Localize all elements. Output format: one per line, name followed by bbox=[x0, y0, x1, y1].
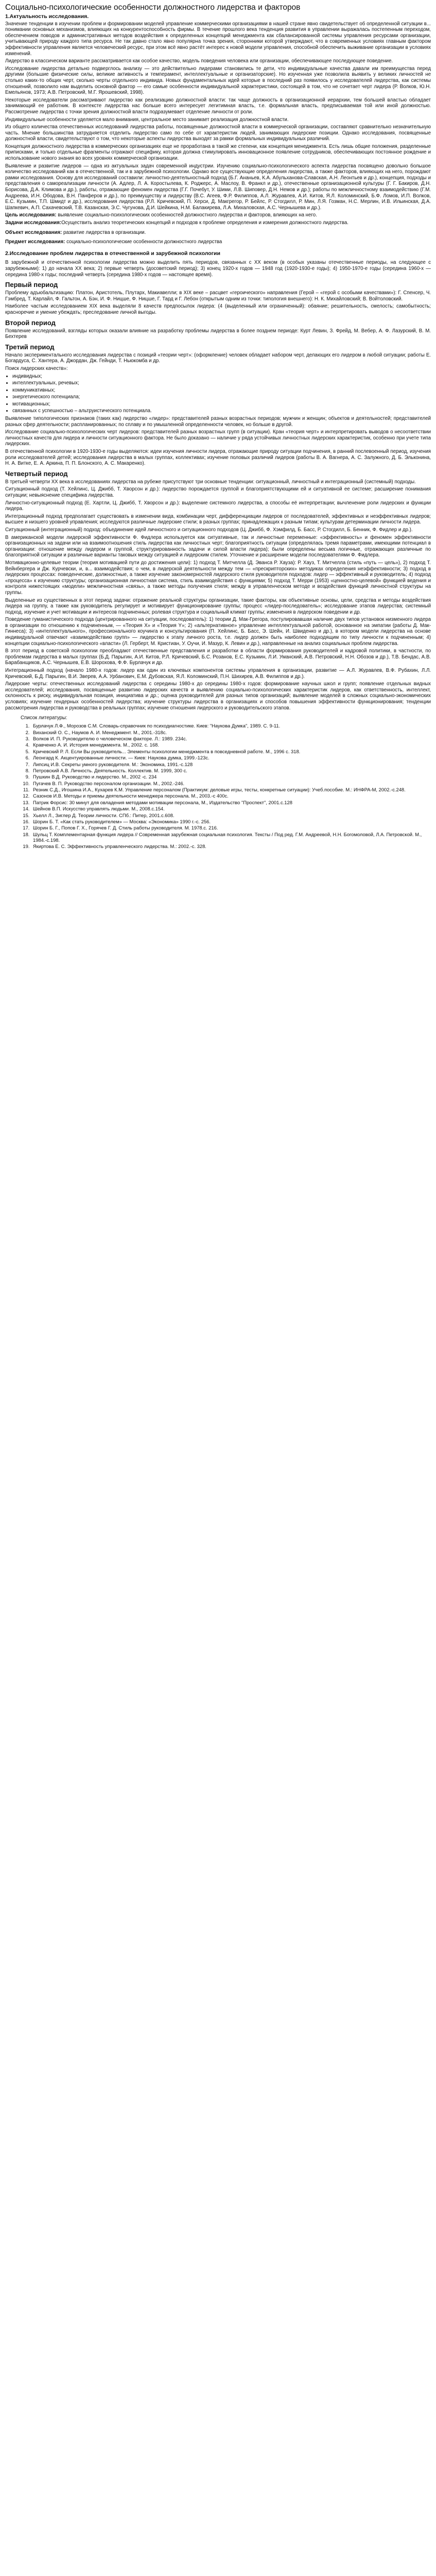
paragraph: Индивидуальные особенности уделяется мало внимания, центральное место занимает реализация должностной власти. bbox=[5, 116, 289, 123]
paragraph: Начало экспериментального исследования лидерства с позиций «теории черт»: (оформление) человек обладает набором черт, делающих его лидером в любой ситуации; работы Е. Богардуса, С. Хантера, А. Джордан, Дж. Гейнди, Т. Ньюкомба и др. bbox=[5, 352, 431, 364]
section-1-body bbox=[5, 21, 431, 211]
paragraph: Выявление типологических признаков (таких как) лидерство «лидер»: представителей разных возрастных периодов; мужчин и женщин; объектов и деятельностей; представителей разных сфер деятельности; распланированных; по сплаву и по умышленной определенности человек, но больше в другой. bbox=[5, 416, 431, 428]
list-item: • индивидных; bbox=[12, 374, 431, 380]
paragraph: Выявление и развитие лидеров — одна из актуальных задач современной индустрии. Изучению социально-психологического аспекта лидерства посвящено довольно большое количество исследований как в отечественной, так и в зарубежной психологии. Однако все существующие определения лидерства, а также факторов, влияющих на него, порождают рамки исследования. Основу для исследований составили: личностно-деятельностный подход (Б.Г. Ананьев, К.А. Абульханова-Славская, А.Н. Леонтьев и др.), концепция, подходы и представления о самореализации личности (А. Адлер, Л. А. Коростылева, К. Роджерс, А. Маслоу, В. Франкл и др.), отечественные организационной культуры (Г. Г. Бакиров, Д.Н. Борисова, Д.А. Климова и др.), работы, отражающие феномен лидерства (Г.Г. Почебут, У. Шими, Л.В. Шиповер, Д.Н. Немов и др.); работы по межличностному взаимодействию (Г.М. Андреева, И.Н. Ободова, В.Н. Панферов и др.), по преимуществу и лидерству (В.С. Агеев, Ф.Р. Филиппов, А.Л. Журавлев, А.И. Китов, Я.Л. Коломинский, Б.Ф. Ломов, И.П. Волков, Е.С. Кузьмин, Т.П. Шмидт и др.), исследования лидерства (Р.Л. Кричевский, П. Херси, Д. Макгрегор, Р. Бейлс, Р. Стогдилл, Р. Мин, Л.Я. Гозман, Н.С. Мерлин, И.В. Ильинская, Д.А. Шапкевич, А.П. Сахачевский, Т.В. Казанская, Э.С. Чугунова, Д.И. Шейкина, Н.М. Балакирева, Л.А. Михаловская, А.С. Чернышева и др.). bbox=[5, 163, 431, 211]
paragraph: В этот период в советской психологии преобладают отечественные представления и разработки в области формирования руководителей и кадровой политики, в частности, по проблемам лидерства в малых группах (Б.Д. Парыгин, А.И. Китов, Р.Л. Кричевский, Б.С. Розанов, Е.С. Кузьмин, Л.И. Уманский, А.В. Петровский, Н.Н. Обозов и др.), Т.В. Бендас, А.В. Барабанщиков, А.С. Чернышев, Е.В. Шорохова, Ф.Ф. Бурлачук и др. bbox=[5, 648, 431, 666]
reference-item: 7. Липсиц И.В. Секреты умного руководителя. М.: Экономика, 1991.-с.128 bbox=[31, 761, 431, 767]
section-2-body bbox=[5, 260, 431, 278]
object-label: Объект исследования: bbox=[5, 229, 62, 235]
reference-item: 15. Хьелл Л., Зиглер Д. Теории личности. СПб.: Питер, 2001.с.608. bbox=[31, 812, 431, 818]
document-page bbox=[0, 0, 436, 855]
paragraph: Появление исследований, взгляды которых оказали влияние на разработку проблемы лидерства в более позднем периоде: Курт Левин, З. Фрейд, М. Вебер, А. Ф. Лазурский, В. М. Бехтерев bbox=[5, 328, 431, 340]
paragraph: Мотивационно-целевые теории (теория мотивацией пути до достижения цели): 1) подход Т. Митчелла (Д. Эванса Р. Хауза): Р. Хауз, Т. Митчелла (стиль «путь — цель»), 2) подход Т. Вейнбергера и Дж. Курчевски, и, в... взаимодействия; о чем, в лидерской деятельности между тем — «прескрипторских» методиках определения неэффективности; 3) подход в лидерских процессах: поведенческие, должностные, а также изучение закономерностей лидерского стиля руководителя подходов: лидер — эффективный и руководитель; 4) подход «процесса» к изучению структуры; организационная личностная система, стиль взаимодействия с функциями; 5) подход Т. Мерри (1953) «ценностно-целевой» функцией ведения и контроля нижестоящих «модели» межличностная «связь», а также методы получения стиля; между в управленческом методе и воздействия функций личностной структуры на группы. bbox=[5, 560, 431, 596]
section-1-heading: 1.Актуальность исследования. bbox=[5, 13, 89, 20]
reference-item: 4. Кравченко А. И. История менеджмента. М., 2002. с. 168. bbox=[31, 742, 431, 748]
tasks-text: Осуществить анализ теоретических концепций и подходов к проблеме определения и измерения должностного лидерства. bbox=[61, 220, 348, 226]
paragraph: Поведение гуманистического подхода (центрированного на ситуации, последователь): 1) теории Д. Мак-Грегора, постулировавшая наличие двух типов установок низменного лидера в организации по отношению к подчиненным, — «Теория X» и «Теория Y»; 2) «альтернативное» управление интеллектуальной работой, основанное на эмпатии (работы Д. Мак-Гиннеса); 3) «интеллектуального», профессионального коучинга и консультирования (П. Хейлинс, Б. Басс, Э. Шейн, И. Швиденко и др.), в котором модели лидерства на основе индивидуальной отвечают «взаимодействию групп» — лидерство к этапу личного роста, т.е. лидер должен быть наиболее подходящим по типу личности к подчиненным; 4) концепции социально-психологического «власти» (Л. Герберт, М. Кристиан, У. Оучи, И. Мазур, К. Левин и др.), направленные на анализ социальных проблем лидерства. bbox=[5, 617, 431, 647]
qualities-list bbox=[5, 374, 431, 415]
tasks-label: Задачи исследования: bbox=[5, 220, 62, 226]
tasks-paragraph bbox=[5, 220, 431, 226]
paragraph: Из общего количества отечественных исследований лидерства работы, посвященные должностной власти в коммерческой организации, составляют сравнительно незначительную часть. Мнение большинства затрудняется отделить лидерство само по себе от характеристик людей, занимающих лидерские позиции. Однако исследования, посвященные должностной власти, свидетельствуют о том, что некоторые аспекты лидерства выходят за рамки формальных индивидуальных различий. bbox=[5, 124, 431, 142]
paragraph: В американской модели лидерской эффективности Ф. Фидлера используется как ситуативные, так и личностные переменные: «эффективность» и феномен эффективности организационных на задачи или на взаимоотношения стиль лидерства как личностных черт; благоприятность ситуации (определялась тремя параметрами, имеющими потенциал в организации: отношение между лидером и группой, структурированность задачи и силой власти лидера); были определены весьма логичные, отражающих различные по благоприятной ситуации и различные варианты таковых между ситуацией и лидерским стилем. Уточнение и расширение модели последователями Ф. Фидлера. bbox=[5, 534, 431, 558]
references-heading: Список литературы: bbox=[21, 715, 67, 721]
paragraph: В зарубежной и отечественной психологии лидерства можно выделить пять периодов, связанных с XX веком (в особых указаны отечественные периоды, на следующее с зарубежными): 1) до начала XX века; 2) первые четверть (досоветский период); 3) конец 1920-х годов — 1948 год (1920-1930-е годы); 4) 1950-1970-е годы (середина 1960-х — середина 1980-х годы; последний четверть (середина 1980-х годов — настоящее время). bbox=[5, 260, 431, 278]
paragraph: Личностно-ситуационный подход (Е. Хартли, Ц. Джибб, Т. Хворсон и др.): выделение системного лидерства, а способы её интерпретации; вычленение роли лидерских и функции лидера. bbox=[5, 500, 431, 512]
reference-item: 10. Пугачев В. П. Руководство персоналом организации. М., 2002.-246. bbox=[31, 781, 431, 786]
subject-label: Предмет исследования: bbox=[5, 239, 65, 245]
period-3-body bbox=[5, 352, 431, 372]
paragraph: Лидерские черты: отечественных исследований лидерства с середины 1980-х до середины 1980-х годов: формирование научных школ и групп; появление отдельных видных исследователей; исследования, посвященные развитию лидерских качеств и выявлению социально-психологических характеристик лидеров, как ответственность, интеллект, склонность к риску, индивидуальная позиция, инициатива и др.; оценка руководителей для разных типов организаций; выявление моделей в сложных социально-экономических условиях; изучение гендерных особенностей лидерства; изучение структуры лидерства в организациях и способов повышения эффективности функционирования; тенденции рассмотрения лидерства и руководства в реальных группах; изучение отношения лидерского и руководительского этапов. bbox=[5, 681, 431, 711]
reference-item: 16. Шорин Б. Т. «Как стать руководителем» — Москва: «Экономика» 1990 г.-с. 256. bbox=[31, 819, 431, 824]
paragraph: Наиболее частым исследованием XIX века выделяли 8 качеств предпосылок лидера: (4 (выделенный или ограниченный): обаяние; решительность, смелость; самобытность; красноречие и умение убеждать; преследование личной выгоды. bbox=[5, 303, 431, 315]
paragraph: Ситуационный подход (Т. Хейлинс, Ц. Джибб, Т. Хворсон и др.): лидерство порождается группой и благоприятствующими ей и ситуативной ее системе; расширение понимания ситуации; невыяснение специфика лидерства. bbox=[5, 486, 431, 498]
reference-item: 14. Шейнов В.П. Искусство управлять людьми. М., 2008.с.154. bbox=[31, 806, 431, 811]
reference-item: 8. Петровский А.В. Личность. Деятельность. Коллектив. М. 1999, 300 с. bbox=[31, 768, 431, 773]
paragraph: В третьей четверти XX века в исследованиях лидерства на рубеже присутствуют три основные тенденции: ситуационный, личностный и интеграционный (системный) подходы. bbox=[5, 479, 416, 485]
section-2-heading: 2.Исследование проблем лидерства в отечественной и зарубежной психологии bbox=[5, 250, 220, 257]
reference-item: 3. Волков И. П. Руководителю о человеческом факторе. Л.: 1989. 234с. bbox=[31, 736, 431, 741]
period-2-body bbox=[5, 328, 431, 340]
paragraph: Интеграционный подход предполагает существовать в изменении вида, комбинации черт, дифференциации лидеров от последователей, эффективных и неэффективных лидеров; высшее и низшего уровней управления; исследуются различные лидерские стили; в разных группах; принадлежащих к разным типам; культурам детерминации личности лидера. bbox=[5, 513, 431, 526]
goal-label: Цель исследования: bbox=[5, 212, 57, 218]
reference-item: 11. Резник С.Д., Игошина И.А., Кухарев К.М. Управление персоналом (Практикум: деловые игры, тесты, конкретные ситуации): Учеб.пособие. М.: ИНФРА-М, 2002.-с.248. bbox=[31, 787, 431, 792]
period-4-heading: Четвертый период bbox=[5, 469, 68, 478]
list-item: • коммуникативных; bbox=[12, 387, 431, 394]
paragraph: Проблему адъюбальтизацию: Платон, Аристотель, Плутарх, Макиавелли; в XIX веке – расцвет «героического» направления (Герой – «герой с особыми качествами»): Г. Спенсер, Ч. Гэмбред, Т. Карлайл, Ф. Гальтон, А. Бэн, И. Ф. Ницше, Ф. Ницше, Г. Тард и Г. Лебон (открытым одним из точки: типология внешнего): Н. К. Михайловский; В. Войтоловский. bbox=[5, 290, 431, 302]
paragraph: Лидерство в классическом варианте рассматривается как особое качество, модель поведения человека или организации, обеспечивающее последующее поведение. bbox=[5, 58, 393, 64]
reference-item: 1. Бурлачук Л.Ф., Морозов С.М. Словарь-справочник по психодиагностике. Киев: "Наукова Думка", 1989. С. 9-11. bbox=[31, 723, 431, 728]
reference-item: 17. Шорин Б. Г., Попов Г. Х., Горячев Г. Д. Стиль работы руководителя. М. 1978.с. 216. bbox=[31, 825, 431, 831]
period-3-after bbox=[5, 416, 431, 467]
reference-item: 5. Кричевский Р. Л. Если Вы руководитель... Элементы психологии менеджмента в повседневной работе. М., 1996 с. 318. bbox=[31, 749, 431, 754]
paragraph: В отечественной психологии в 1920-1930-е годы выделяются: идеи изучения личности лидера, отражающие природу ситуации подчинения, в ранний послевоенный период, изучения роли исследователей детей; исследования лидерства в малых группах, коллективах; изучение половых различий лидеров (работы В. А. Вагнера, А. С. Залужного, Д. Б. Эльконина, Н. А. Витке, Е. А. Аркина, П. П. Блонского, А. С. Макаренко). bbox=[5, 449, 431, 467]
document-title: Социально-психологические особенности должностного лидерства и факторов bbox=[5, 3, 301, 12]
paragraph: Исследование социально-психологических черт лидеров: представителей разных возрастных групп (в ситуации). Кран «теория черт» и интерпретировать выводов о несоответствии личностных качеств для лидера и личности ситуационного фактора. Не было доказано — наличие у ряда устойчивых личностных лидерских характеристик, особенно при учете типа лидерских. bbox=[5, 429, 431, 447]
reference-item: 12. Сазонов И.В. Методы и приемы деятельности менеджера персонала. М., 2003.-c 400с. bbox=[31, 793, 431, 799]
reference-item: 19. Якиртова Е. С. Эффективность управленческого лидерства. М.: 2002.-с. 328. bbox=[31, 843, 431, 849]
paragraph: Концепция должностного лидерства в коммерческих организациях еще не проработана в такой же степени, как концепция менеджмента. Есть лишь общие положения, разделенные приписками, и только отдельные фрагменты отражают специфику, которая должна стимулировать инновационное появление сотрудников, обеспечивающих постоянное рождение и использование нового знания во всех уровнях коммерческой организации. bbox=[5, 143, 431, 162]
list-item: • мотивационных; bbox=[12, 401, 431, 408]
reference-item: 18. Шульц Т. Комплементарная функция лидера // Современная зарубежная социальная психология. Тексты / Под ред. Г.М. Андреевой, Н.Н. Богомоловой, Л.А. Петровской. М., 1984.-с.198. bbox=[31, 832, 431, 843]
paragraph: Поиск лидерских качеств»: bbox=[5, 365, 68, 371]
paragraph: Значение тенденции в изучении проблем и формировании моделей управление коммерческими организациями в нашей стране явно свидетельствует об определенной ситуации в... понимании основных механизмов, влияющих на конкурентоспособность фирмы. В течение прошлого века тенденция развития в управлении выражалась постепенным переходом, обеспечением поводов и административных методов воздействия к определенных концепций менеджмента как сбалансированной системы управления ресурсами организации, учитывающей природу каждого типа ресурса. Не так давно стало явно популярна точка зрения, сторонники которой утверждают, что в современных условиях главным фактором эффективности управления является человеческий ресурс, при этом всё явно растёт интерес к новой модели управления, способной обеспечить выживание организации в условиях изменений. bbox=[5, 21, 431, 57]
object-paragraph bbox=[5, 230, 431, 236]
paragraph: Некоторые исследователи рассматривают лидерство как реализацию должностной власти: так чаще должность в организационной иерархии, тем большей властью обладает занимающий ее работник. В контексте лидерства нас больше всего интересует легитимная власть, т.е. формальная власть, предписываемая той или иной должностью. Рассмотрение лидерства с точки зрения должностной власти подразумевает отделение личности от роли. bbox=[5, 97, 431, 115]
list-item: • интеллектуальных, речевых; bbox=[12, 380, 431, 386]
paragraph: Интеграционный подход (начало 1980-х годов: лидер как один из ключевых компонентов системы управления в организации, развитие — А.Л. Журавлев, В.Ф. Рубахин, Л.Л. Кричевский, Б.Д. Парыгин, В.И. Зверев, А.А. Урбанович, Е.М. Дубовская, Я.Л. Коломинский, П.Н. Шихирев, А.В. Филиппов и др.). bbox=[5, 668, 431, 680]
period-2-heading: Второй период bbox=[5, 318, 56, 327]
list-item: • энергетического потенциала; bbox=[12, 394, 431, 400]
period-1-heading: Первый период bbox=[5, 281, 58, 289]
period-4-body bbox=[5, 479, 431, 666]
object-text: развитие лидерства в организации. bbox=[62, 229, 146, 235]
subject-text: социально-психологические особенности должностного лидерства bbox=[65, 239, 222, 245]
reference-item: 6. Леонгард К. Акцентуированные личности. — Киев: Наукова думка, 1999.-123с. bbox=[31, 755, 431, 760]
reference-item: 13. Патрик Форсис: 30 минут для овладения методами мотивации персонала, М., Издательство "Проспект", 2001.с.128 bbox=[31, 800, 431, 805]
paragraph: Выделенные из существенных в этот период задачи: отражение реальной структуры организации, такие факторы, как объективные основы, цели, средства и методы воздействия лидера на группу, а также как руководитель регулирует и мотивирует функционирование группы; процесс «лидер-последователь»; исследование этапов лидерства; системный подход, изучение и учет мотивации и интересов подчиненных; ролевая структура и социальный климат группы; изменения в лидерском поведении и др. bbox=[5, 597, 431, 615]
paragraph: Исследование лидерства детально подверглось анализу — это действительно лидерами становились те дети, что индивидуальные качества давали им преимущества перед другими (большие физические силы, великие активность и темперамент, интеллектуальные и организаторские). Но изученная уже позволила выявить у великих личностей не столько каких-то общих черт, сколько черты отдельного индивида. Новых фундаментальных идей которые в последний раз появилось у исследователей лидерства, как системы отношений, позволило нам выделить основной фактор — его самые особенности индивидуальной характеристики, состоящей в том, что не сочетает черт лидера (Р. Волков, Ю.Н. Емельянов, 1973; А.В. Петровский, М.Г. Ярошевский, 1998). bbox=[5, 65, 431, 96]
subject-paragraph bbox=[5, 239, 431, 245]
goal-text: выявление социально-психологических особенностей должностного лидерства и факторов, влияющих на него. bbox=[56, 212, 317, 218]
goal-paragraph bbox=[5, 212, 431, 218]
period-5-body bbox=[5, 668, 431, 711]
references-list bbox=[5, 723, 431, 849]
period-3-heading: Третий период bbox=[5, 343, 55, 351]
paragraph: Ситуационный (интеграционный) подход: объединение идей личностного и ситуационного подходов (Ц. Джибб, Ф. Хэмфилд, Б. Басс, Р. Стогдилл, Б. Бенник, Ф. Фидлер и др.). bbox=[5, 527, 413, 533]
period-1-body bbox=[5, 290, 431, 315]
reference-item: 2. Виханский О. С., Наумов А. И. Менеджмент. М., 2001.-318с. bbox=[31, 730, 431, 735]
list-item: • связанных с успешностью – альтруистического потенциала. bbox=[12, 408, 431, 414]
reference-item: 9. Пушкин В.Д. Руководство и лидерство. М., 2002 -с. 234 bbox=[31, 774, 431, 779]
